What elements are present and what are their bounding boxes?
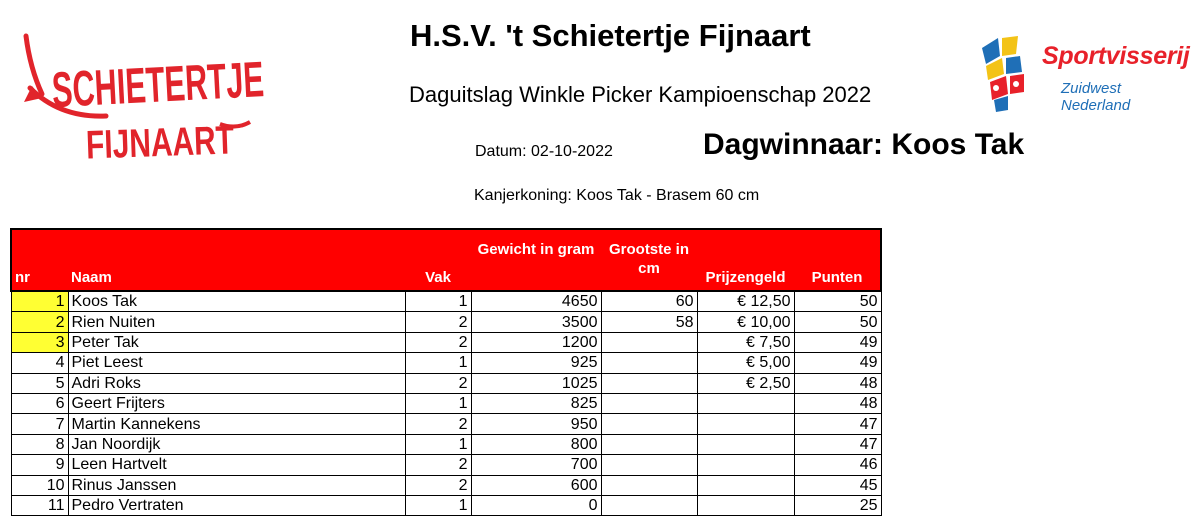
cell-nr: 2	[11, 312, 68, 332]
table-header-row	[11, 229, 881, 291]
club-logo-graphic	[20, 28, 398, 168]
cell-gewicht: 4650	[471, 291, 601, 312]
table-row	[11, 475, 881, 495]
cell-grootste: 60	[601, 291, 697, 312]
cell-gewicht: 1200	[471, 332, 601, 352]
cell-punten: 50	[794, 312, 881, 332]
cell-punten: 46	[794, 455, 881, 475]
cell-vak: 2	[405, 332, 471, 352]
cell-gewicht: 3500	[471, 312, 601, 332]
cell-naam: Geert Frijters	[68, 393, 405, 413]
cell-grootste	[601, 475, 697, 495]
cell-grootste: 58	[601, 312, 697, 332]
cell-prijzengeld	[697, 414, 794, 434]
logo-text-bottom: FIJNAART	[85, 116, 285, 168]
cell-prijzengeld	[697, 434, 794, 454]
table-row	[11, 495, 881, 515]
cell-grootste	[601, 393, 697, 413]
cell-gewicht: 925	[471, 353, 601, 373]
cell-naam: Martin Kannekens	[68, 414, 405, 434]
cell-nr: 10	[11, 475, 68, 495]
cell-gewicht: 600	[471, 475, 601, 495]
cell-naam: Rien Nuiten	[68, 312, 405, 332]
cell-vak: 2	[405, 455, 471, 475]
cell-vak: 1	[405, 291, 471, 312]
cell-punten: 49	[794, 332, 881, 352]
cell-naam: Adri Roks	[68, 373, 405, 393]
cell-prijzengeld	[697, 495, 794, 515]
table-row	[11, 455, 881, 475]
col-header-naam: Naam	[68, 229, 405, 291]
cell-punten: 25	[794, 495, 881, 515]
cell-grootste	[601, 332, 697, 352]
cell-punten: 48	[794, 373, 881, 393]
col-header-vak: Vak	[405, 229, 471, 291]
cell-punten: 48	[794, 393, 881, 413]
cell-vak: 2	[405, 475, 471, 495]
cell-naam: Jan Noordijk	[68, 434, 405, 454]
federation-brand: Sportvisserij	[1042, 42, 1190, 70]
cell-prijzengeld: € 10,00	[697, 312, 794, 332]
cell-nr: 7	[11, 414, 68, 434]
federation-emblem	[978, 34, 1042, 114]
col-header-punten: Punten	[794, 229, 881, 291]
cell-gewicht: 1025	[471, 373, 601, 393]
cell-punten: 50	[794, 291, 881, 312]
cell-vak: 2	[405, 373, 471, 393]
club-logo	[20, 28, 398, 168]
cell-vak: 1	[405, 434, 471, 454]
kanjer-king: Kanjerkoning: Koos Tak - Brasem 60 cm	[474, 187, 760, 204]
cell-grootste	[601, 455, 697, 475]
table-row	[11, 353, 881, 373]
cell-nr: 8	[11, 434, 68, 454]
cell-naam: Leen Hartvelt	[68, 455, 405, 475]
cell-vak: 1	[405, 393, 471, 413]
table-row	[11, 373, 881, 393]
col-header-nr: nr	[11, 229, 68, 291]
cell-nr: 4	[11, 353, 68, 373]
cell-gewicht: 825	[471, 393, 601, 413]
cell-prijzengeld: € 12,50	[697, 291, 794, 312]
federation-logo	[978, 34, 1193, 114]
page-title: H.S.V. 't Schietertje Fijnaart	[410, 18, 811, 53]
cell-gewicht: 0	[471, 495, 601, 515]
cell-grootste	[601, 495, 697, 515]
cell-naam: Pedro Vertraten	[68, 495, 405, 515]
cell-gewicht: 800	[471, 434, 601, 454]
results-body	[11, 291, 881, 516]
cell-gewicht: 700	[471, 455, 601, 475]
cell-grootste	[601, 373, 697, 393]
cell-prijzengeld: € 7,50	[697, 332, 794, 352]
cell-vak: 1	[405, 495, 471, 515]
cell-gewicht: 950	[471, 414, 601, 434]
cell-naam: Rinus Janssen	[68, 475, 405, 495]
federation-region: Zuidwest Nederland	[1061, 80, 1131, 114]
cell-nr: 5	[11, 373, 68, 393]
cell-punten: 49	[794, 353, 881, 373]
logo-text-top: SCHIETERTJE	[50, 44, 398, 119]
cell-vak: 2	[405, 312, 471, 332]
cell-prijzengeld	[697, 475, 794, 495]
cell-prijzengeld: € 2,50	[697, 373, 794, 393]
col-header-prijzengeld: Prijzengeld	[697, 229, 794, 291]
cell-nr: 3	[11, 332, 68, 352]
cell-punten: 47	[794, 414, 881, 434]
cell-grootste	[601, 434, 697, 454]
cell-vak: 1	[405, 353, 471, 373]
col-header-gewicht: Gewicht in gram	[471, 229, 601, 291]
cell-prijzengeld	[697, 393, 794, 413]
table-row	[11, 434, 881, 454]
cell-naam: Koos Tak	[68, 291, 405, 312]
col-header-grootste: Grootste in cm	[601, 229, 697, 291]
cell-nr: 1	[11, 291, 68, 312]
cell-prijzengeld: € 5,00	[697, 353, 794, 373]
table-row	[11, 291, 881, 312]
cell-punten: 45	[794, 475, 881, 495]
cell-nr: 9	[11, 455, 68, 475]
table-row	[11, 332, 881, 352]
cell-vak: 2	[405, 414, 471, 434]
cell-naam: Peter Tak	[68, 332, 405, 352]
table-row	[11, 393, 881, 413]
cell-punten: 47	[794, 434, 881, 454]
results-table	[10, 228, 882, 516]
table-row	[11, 414, 881, 434]
day-winner: Dagwinnaar: Koos Tak	[703, 128, 1025, 161]
table-row	[11, 312, 881, 332]
date-line: Datum: 02-10-2022	[475, 143, 613, 160]
cell-grootste	[601, 353, 697, 373]
cell-nr: 11	[11, 495, 68, 515]
cell-nr: 6	[11, 393, 68, 413]
cell-grootste	[601, 414, 697, 434]
cell-naam: Piet Leest	[68, 353, 405, 373]
page-subtitle: Daguitslag Winkle Picker Kampioenschap 2022	[409, 82, 872, 107]
cell-prijzengeld	[697, 455, 794, 475]
